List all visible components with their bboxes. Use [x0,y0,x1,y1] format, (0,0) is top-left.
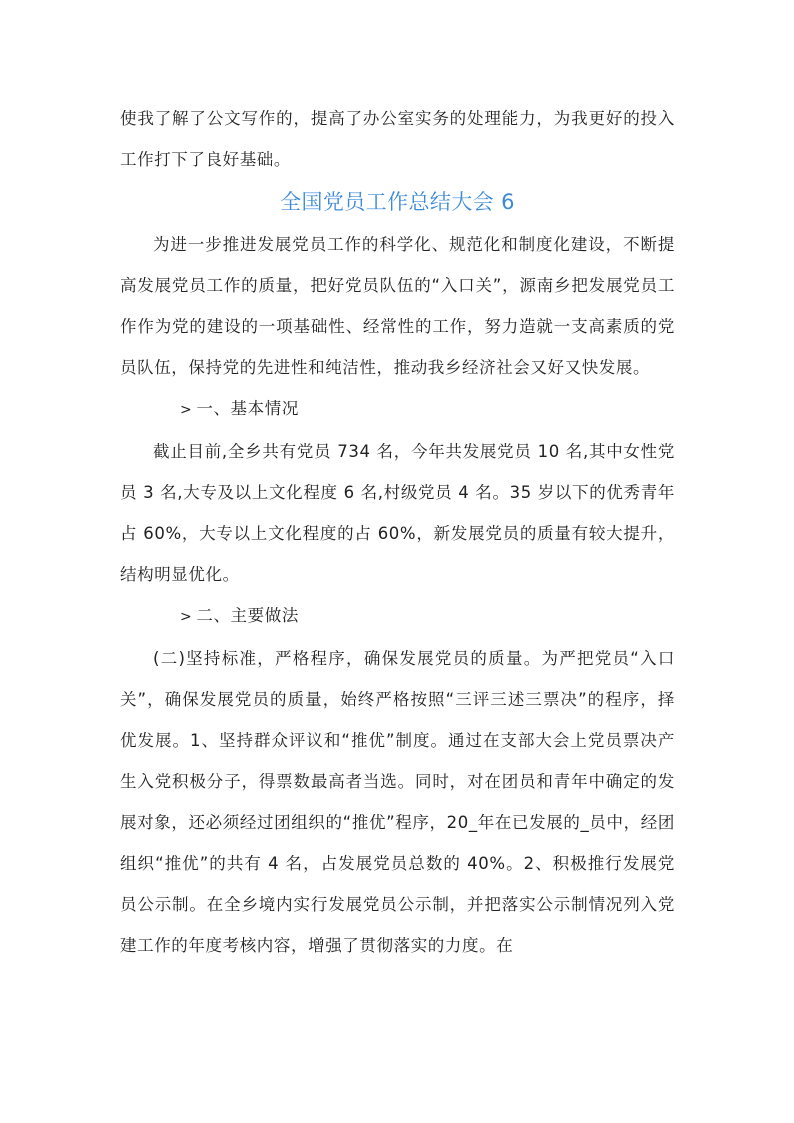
section-heading-main-practices [120,595,675,638]
section-heading-basic-situation [120,388,675,431]
document-body [120,98,675,966]
bullet-arrow-icon: > [180,609,193,625]
section-heading-text: 二、主要做法 [196,606,299,625]
paragraph-main-practices: (二)坚持标准，严格程序，确保发展党员的质量。为严把党员“入口关”，确保发展党员的质量，始终严格按照“三评三述三票决”的程序，择优发展。1、坚持群众评议和“推优”制度。通过在支部大会上党员票决产生入党积极分子，得票数最高者当选。同时，对在团员和青年中确定的发展对象，还必须经过团组织的“推优”程序，20_年在已发展的_员中，经团组织“推优”的共有 4 名，占发展党员总数的 40%。2、积极推行发展党员公示制。在全乡境内实行发展党员公示制，并把落实公示制情况列入党建工作的年度考核内容，增强了贯彻落实的力度。在 [120,649,675,955]
document-title: 全国党员工作总结大会 6 [280,190,515,214]
paragraph-introduction: 为进一步推进发展党员工作的科学化、规范化和制度化建设，不断提高发展党员工作的质量，把好党员队伍的“入口关”，源南乡把发展党员工作作为党的建设的一项基础性、经常性的工作，努力造就一支高素质的党员队伍，保持党的先进性和纯洁性，推动我乡经济社会又好又快发展。 [120,235,675,377]
bullet-arrow-icon: > [180,402,193,418]
intro-paragraph: 使我了解了公文写作的，提高了办公室实务的处理能力，为我更好的投入工作打下了良好基础。 [120,109,675,169]
section-heading-text: 一、基本情况 [196,399,299,418]
paragraph-basic-situation: 截止目前,全乡共有党员 734 名，今年共发展党员 10 名,其中女性党员 3 名,大专及以上文化程度 6 名,村级党员 4 名。35 岁以下的优秀青年占 60%，大专以上文化程度的占 60%，新发展党员的质量有较大提升，结构明显优化。 [120,442,675,584]
